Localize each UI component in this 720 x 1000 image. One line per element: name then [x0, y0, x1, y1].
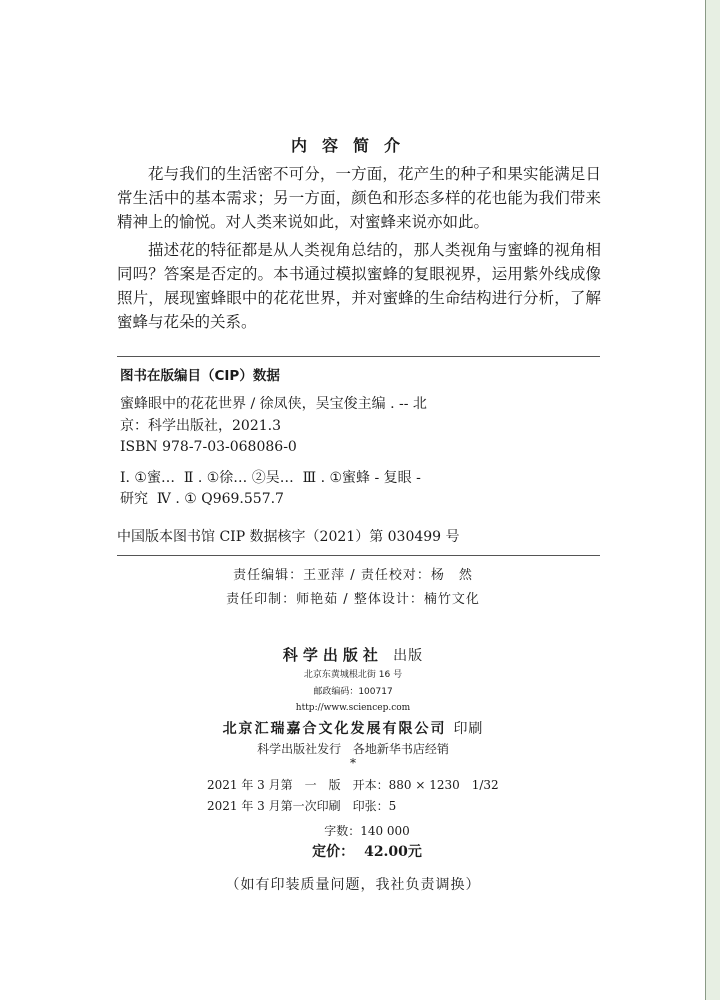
- cip-classification-line-2: 研究 Ⅳ . ① Q969.557.7: [120, 491, 284, 507]
- publisher-suffix: 出版: [393, 648, 424, 664]
- price-value: 42.00元: [364, 844, 422, 860]
- quality-notice: （如有印装质量问题，我社负责调换）: [225, 877, 481, 893]
- intro-paragraph-1: 花与我们的生活密不可分，一方面，花产生的种子和果实能满足日常生活中的基本需求；另一方面，颜色和形态多样的花也能为我们带来精神上的愉悦。对人类来说如此，对蜜蜂来说亦如此。: [117, 165, 601, 231]
- price-line: [0, 841, 706, 861]
- publisher-address: 北京东黄城根北街 16 号: [303, 670, 403, 680]
- price-label: 定价：: [312, 844, 355, 860]
- edition-line: 2021 年 3 月第 一 版 开本：880 × 1230 1/32: [207, 778, 499, 792]
- divider-top: [117, 356, 600, 357]
- publisher-line: [0, 644, 706, 665]
- intro-paragraph-2: 描述花的特征都是从人类视角总结的，那人类视角与蜜蜂的视角相同吗？答案是否定的。本书通过模拟蜜蜂的复眼视界，运用紫外线成像照片，展现蜜蜂眼中的花花世界，并对蜜蜂的生命结构进行分析，了解蜜蜂与花朵的关系。: [117, 241, 601, 331]
- credits-editors: 责任编辑：王亚萍 / 责任校对：杨 然: [233, 568, 473, 583]
- cip-cn-record: 中国版本图书馆 CIP 数据核字（2021）第 030499 号: [117, 529, 460, 545]
- cip-record: [120, 394, 460, 511]
- publisher-url: http://www.sciencep.com: [295, 703, 411, 713]
- page-edge-bar: [705, 0, 720, 1000]
- printer-line: [0, 718, 706, 738]
- word-count: 字数：140 000: [324, 824, 410, 838]
- cip-classification-line-1: I. ①蜜… Ⅱ . ①徐… ②吴… Ⅲ . ①蜜蜂 - 复眼 -: [120, 469, 421, 486]
- printer-suffix: 印刷: [453, 721, 484, 737]
- printer-name: 北京汇瑞嘉合文化发展有限公司: [222, 721, 447, 737]
- divider-bottom: [117, 555, 600, 556]
- publisher-postcode: 邮政编码：100717: [313, 687, 393, 697]
- cip-title-line-1: 蜜蜂眼中的花花世界 / 徐凤侠，吴宝俊主编 . -- 北: [120, 396, 427, 412]
- intro-title: 内容简介: [290, 136, 415, 155]
- separator-star: *: [350, 756, 356, 770]
- cip-title-line-2: 京：科学出版社，2021.3: [120, 417, 281, 434]
- publisher-name: 科学出版社: [282, 646, 383, 664]
- credits-production: 责任印制：师艳茹 / 整体设计：楠竹文化: [226, 592, 480, 607]
- cip-heading: 图书在版编目（CIP）数据: [120, 368, 280, 384]
- printing-line: 2021 年 3 月第一次印刷 印张：5: [207, 799, 397, 813]
- distribution-line: 科学出版社发行 各地新华书店经销: [257, 742, 449, 756]
- cip-isbn: ISBN 978-7-03-068086-0: [120, 439, 297, 455]
